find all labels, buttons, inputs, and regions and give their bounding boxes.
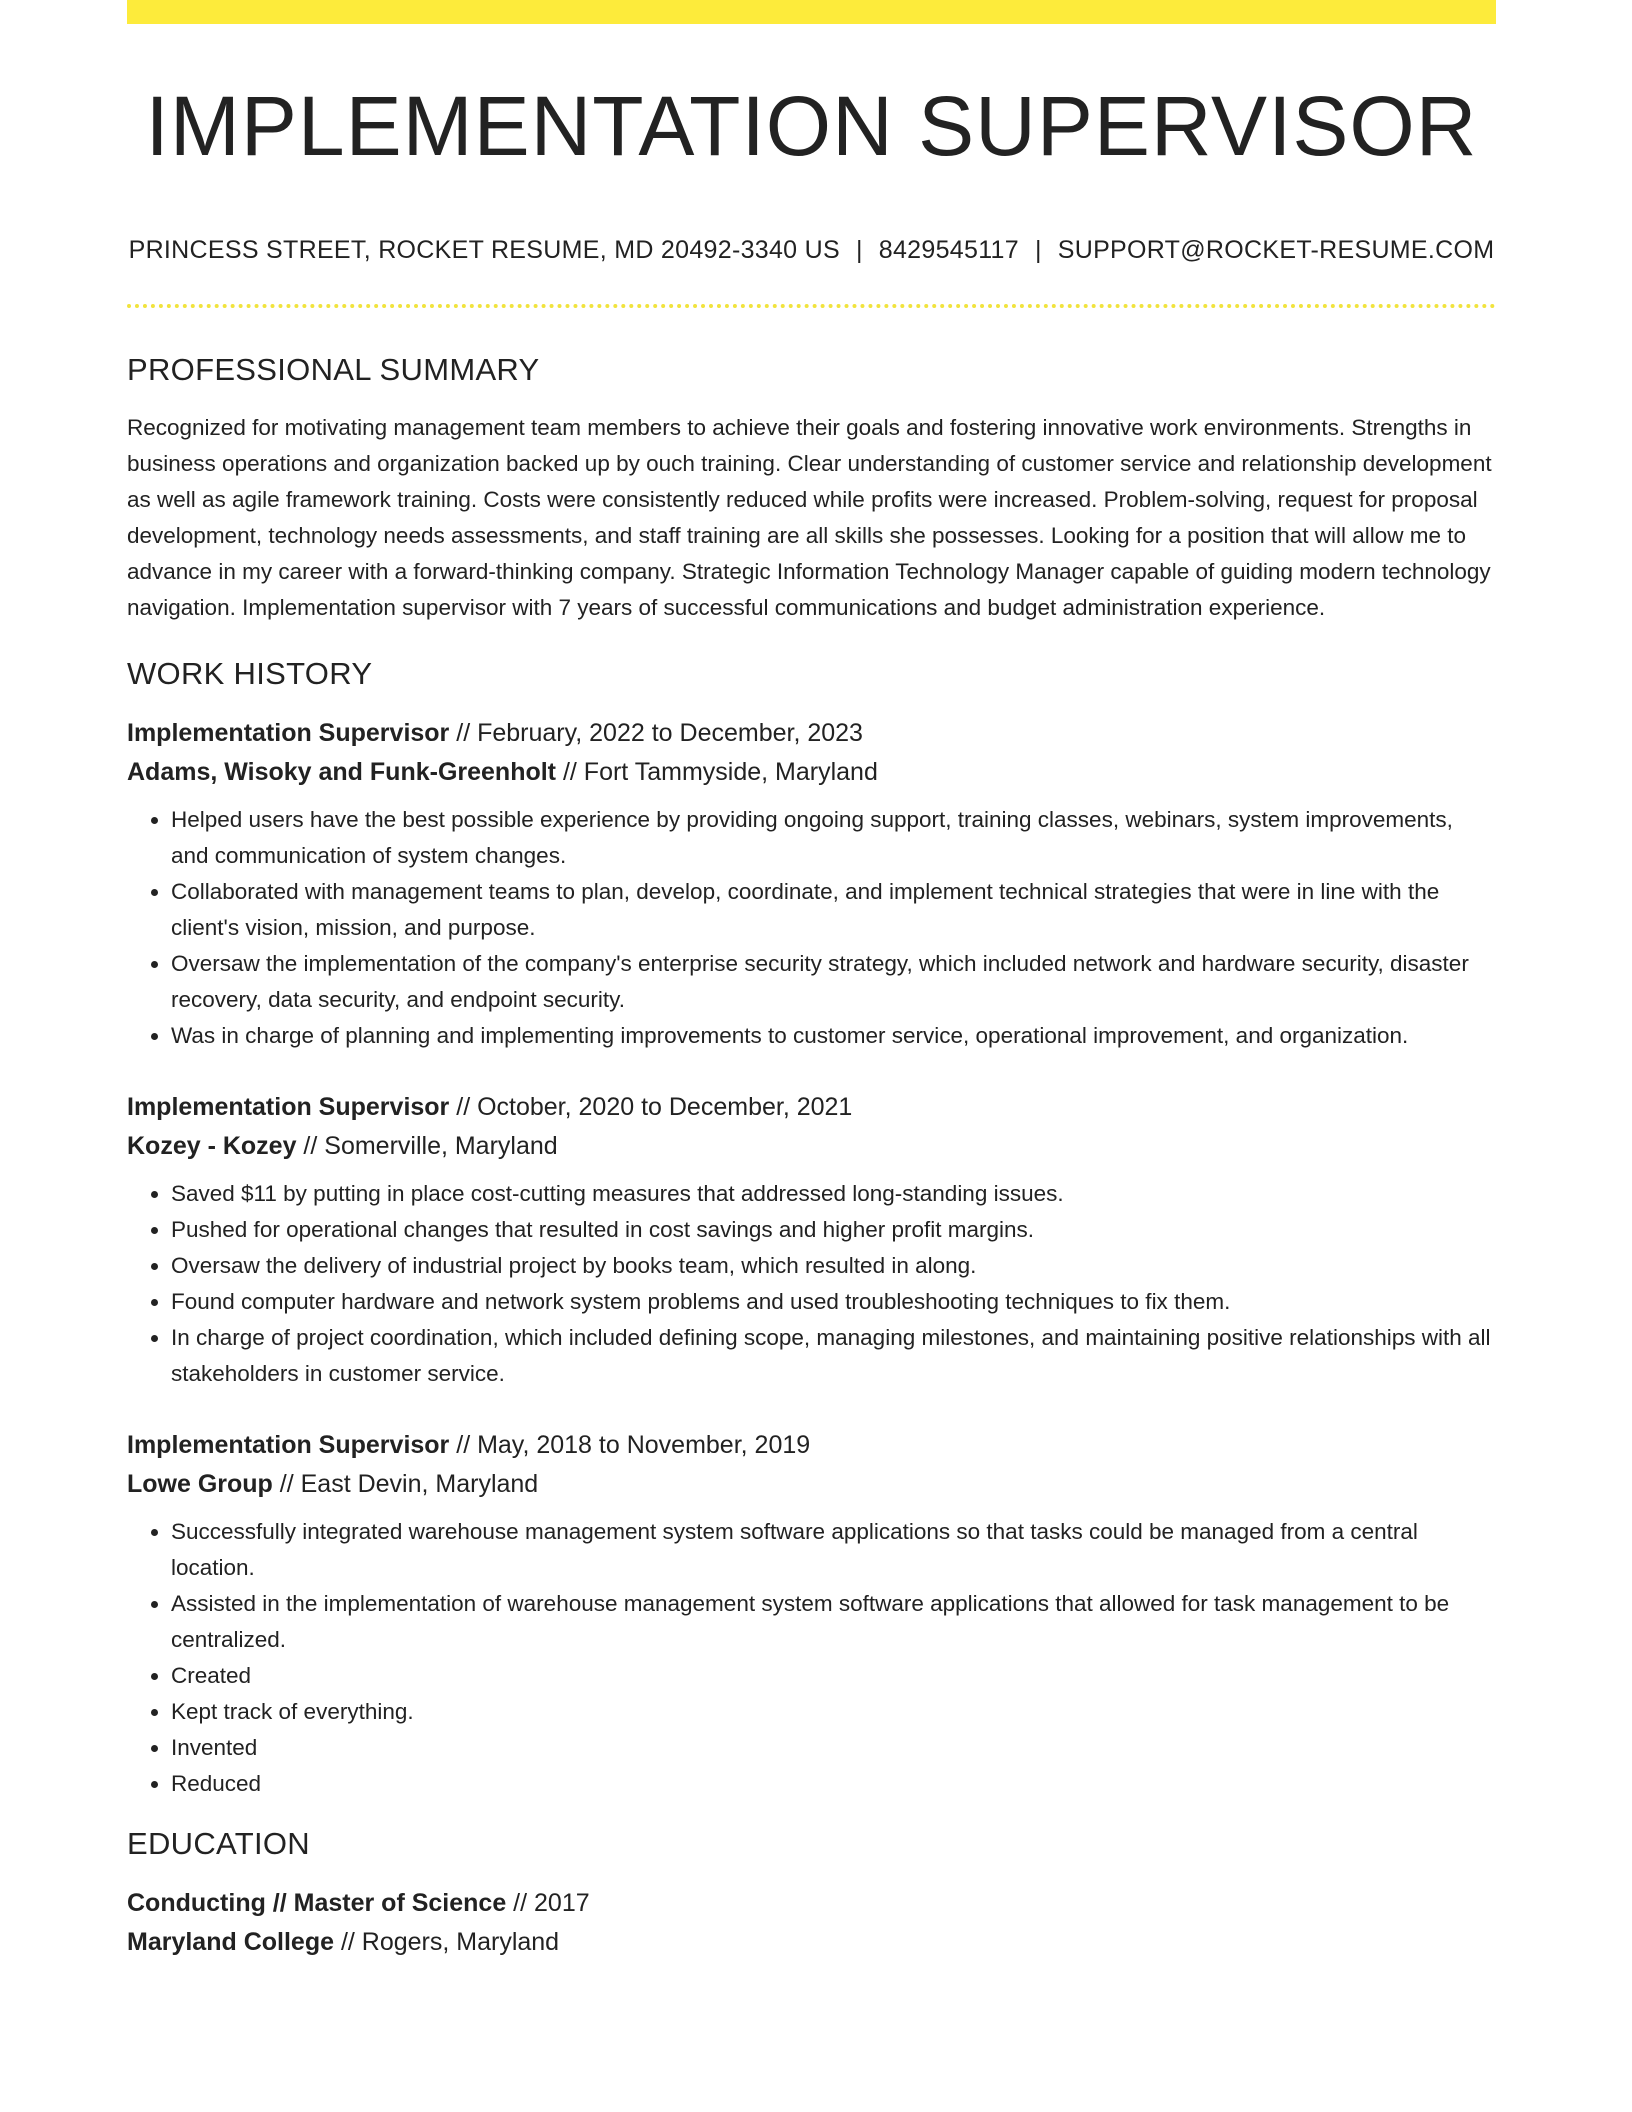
- job-location: // East Devin, Maryland: [272, 1470, 539, 1498]
- job-bullet: • In charge of project coordination, which included defining scope, managing milestones, and maintaining positive relationships with all stakeholders in customer service.: [171, 1320, 1496, 1392]
- job-dates: // October, 2020 to December, 2021: [449, 1093, 853, 1121]
- job-bullet: • Oversaw the implementation of the company's enterprise security strategy, which included network and hardware security, disaster recovery, data security, and endpoint security.: [171, 946, 1496, 1018]
- job-bullet: • Pushed for operational changes that resulted in cost savings and higher profit margins.: [171, 1212, 1496, 1248]
- job-entry: [127, 1088, 1496, 1392]
- job-company-line: [127, 1465, 1496, 1504]
- job-role: Implementation Supervisor: [127, 1093, 450, 1121]
- job-role: Implementation Supervisor: [127, 719, 450, 747]
- job-bullet: • Invented: [171, 1730, 1496, 1766]
- contact-separator: |: [1034, 236, 1042, 264]
- job-bullet: • Saved $11 by putting in place cost-cutting measures that addressed long-standing issues.: [171, 1176, 1496, 1212]
- job-bullet: • Successfully integrated warehouse management system software applications so that tasks could be managed from a central location.: [171, 1514, 1496, 1586]
- job-role-line: [127, 1426, 1496, 1465]
- job-dates: // May, 2018 to November, 2019: [449, 1431, 811, 1459]
- job-bullet: • Found computer hardware and network system problems and used troubleshooting techniques to fix them.: [171, 1284, 1496, 1320]
- job-role-line: [127, 714, 1496, 753]
- education-location: // Rogers, Maryland: [334, 1928, 560, 1956]
- header-divider: [127, 304, 1496, 308]
- job-entry: [127, 1426, 1496, 1802]
- education-degree: Conducting // Master of Science: [127, 1889, 507, 1917]
- job-company-line: [127, 753, 1496, 792]
- education-year: // 2017: [506, 1889, 590, 1917]
- job-bullet: • Was in charge of planning and implementing improvements to customer service, operational improvement, and organization.: [171, 1018, 1496, 1054]
- job-role-line: [127, 1088, 1496, 1127]
- resume-content: [127, 352, 1496, 1962]
- summary-section: [127, 352, 1496, 626]
- job-location: // Somerville, Maryland: [296, 1132, 558, 1160]
- contact-email: SUPPORT@ROCKET-RESUME.COM: [1057, 236, 1495, 264]
- job-role: Implementation Supervisor: [127, 1431, 450, 1459]
- summary-text: Recognized for motivating management team members to achieve their goals and fostering innovative work environments. Strengths in business operations and organization backed up by ouch training. Clear understanding of customer service and relationship development as well as agile framework training. Costs were consistently reduced while profits were increased. Problem-solving, request for proposal development, technology needs assessments, and staff training are all skills she possesses. Looking for a position that will allow me to advance in my career with a forward-thinking company. Strategic Information Technology Manager capable of guiding modern technology navigation. Implementation supervisor with 7 years of successful communications and budget administration experience.: [127, 415, 1492, 620]
- job-company: Lowe Group: [127, 1470, 273, 1498]
- education-degree-line: [127, 1884, 1496, 1923]
- education-section: [127, 1826, 1496, 1962]
- job-bullet: • Helped users have the best possible experience by providing ongoing support, training classes, webinars, system improvements, and communication of system changes.: [171, 802, 1496, 874]
- job-location: // Fort Tammyside, Maryland: [556, 758, 878, 786]
- job-bullets: [127, 1514, 1496, 1802]
- summary-title: PROFESSIONAL SUMMARY: [127, 352, 540, 387]
- job-dates: // February, 2022 to December, 2023: [449, 719, 863, 747]
- contact-separator: |: [855, 236, 863, 264]
- job-bullets: [127, 802, 1496, 1054]
- job-company-line: [127, 1127, 1496, 1166]
- job-bullet: • Kept track of everything.: [171, 1694, 1496, 1730]
- education-title: EDUCATION: [127, 1826, 310, 1861]
- job-company: Adams, Wisoky and Funk-Greenholt: [127, 758, 557, 786]
- resume-name: IMPLEMENTATION SUPERVISOR: [145, 79, 1478, 173]
- job-company: Kozey - Kozey: [127, 1132, 297, 1160]
- work-section: [127, 656, 1496, 1802]
- education-school: Maryland College: [127, 1928, 334, 1956]
- job-bullet: • Assisted in the implementation of warehouse management system software applications that allowed for task management to be centralized.: [171, 1586, 1496, 1658]
- contact-address: PRINCESS STREET, ROCKET RESUME, MD 20492-3340 US: [128, 236, 840, 264]
- contact-line: [127, 236, 1496, 265]
- work-title: WORK HISTORY: [127, 656, 373, 691]
- job-bullet: • Collaborated with management teams to plan, develop, coordinate, and implement technical strategies that were in line with the client's vision, mission, and purpose.: [171, 874, 1496, 946]
- job-bullet: • Reduced: [171, 1766, 1496, 1802]
- job-bullet: • Created: [171, 1658, 1496, 1694]
- job-bullets: [127, 1176, 1496, 1392]
- job-bullet: • Oversaw the delivery of industrial project by books team, which resulted in along.: [171, 1248, 1496, 1284]
- contact-phone: 8429545117: [878, 236, 1019, 264]
- education-school-line: [127, 1923, 1496, 1962]
- accent-bar: [127, 0, 1496, 24]
- job-entry: [127, 714, 1496, 1054]
